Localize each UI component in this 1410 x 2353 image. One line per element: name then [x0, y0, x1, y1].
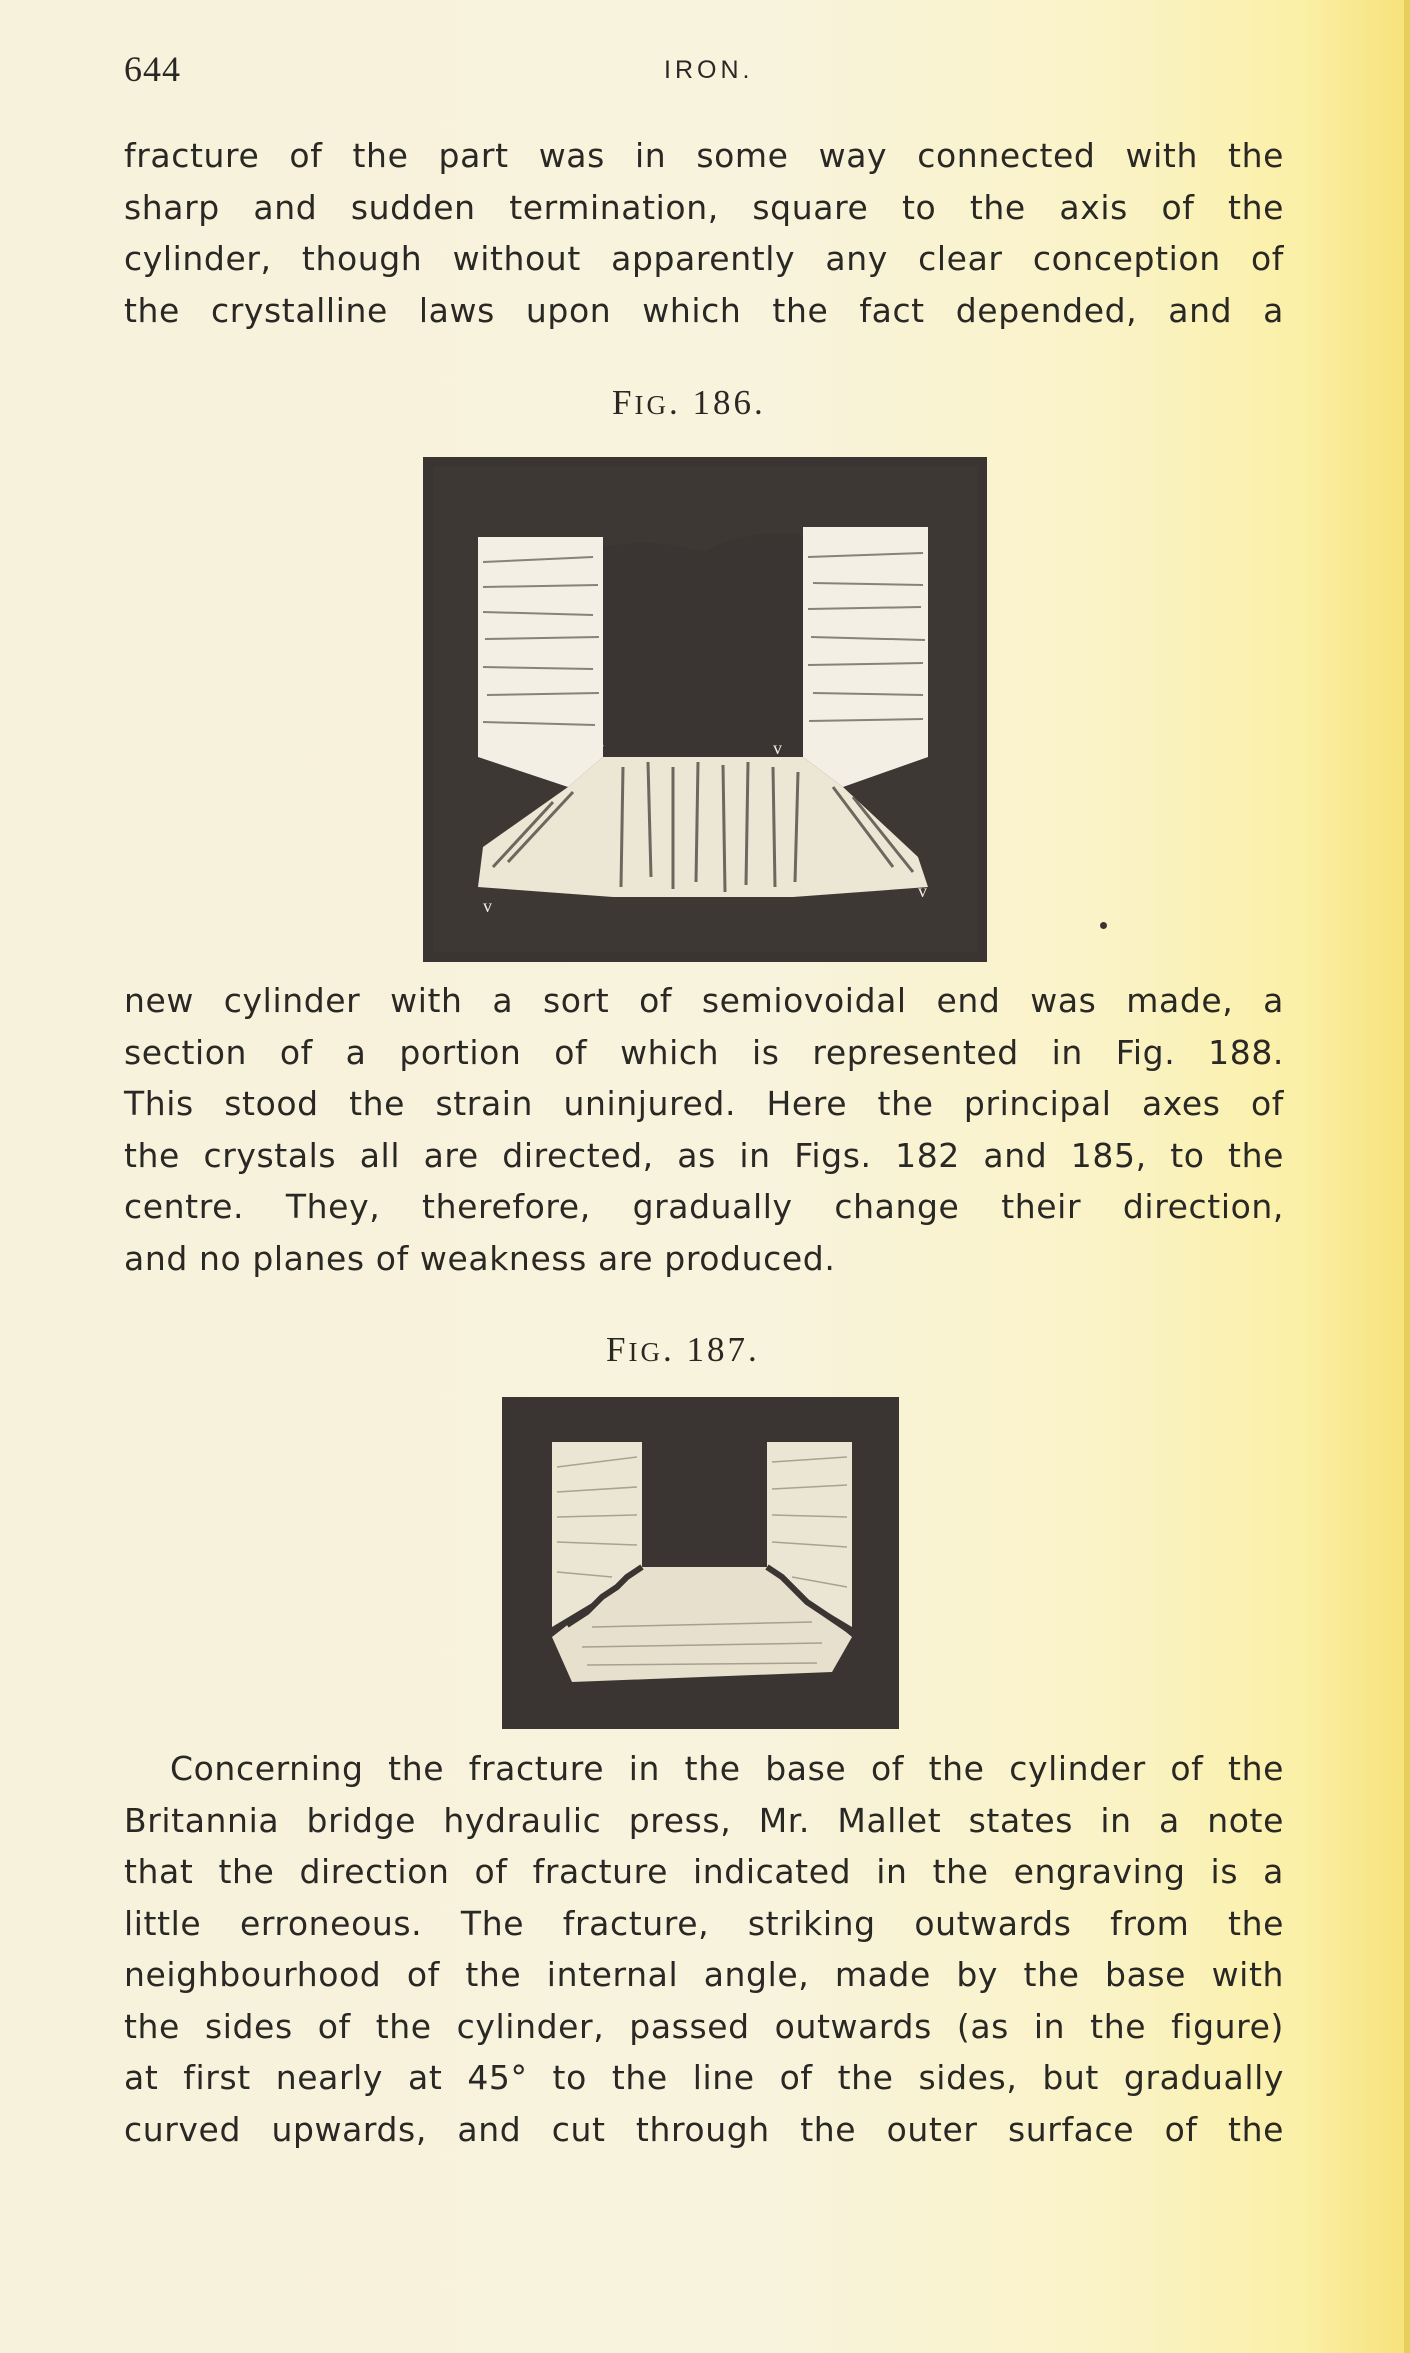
figure-187-engraving — [502, 1397, 899, 1729]
paragraph-2 — [124, 975, 1284, 1284]
text-line: neighbourhood of the internal angle, made by the base with — [124, 1955, 1284, 1994]
text-line: the crystalline laws upon which the fact depended, and a — [124, 290, 1284, 330]
text-line: the sides of the cylinder, passed outwards (as in the figure) — [124, 2006, 1284, 2046]
text-line: curved upwards, and cut through the outer surface of the — [124, 2109, 1284, 2149]
caption-prefix: F — [606, 1330, 629, 1369]
figure-label: v — [773, 738, 782, 758]
page-edge — [1404, 0, 1410, 2353]
text-line: at first nearly at 45° to the line of the sides, but gradually — [124, 2058, 1284, 2097]
figure-187-caption — [606, 1330, 760, 1370]
paragraph-1 — [124, 130, 1284, 336]
figure-186-caption — [612, 383, 766, 423]
page-number: 644 — [124, 49, 181, 89]
text-line: This stood the strain uninjured. Here the principal axes of — [124, 1084, 1284, 1123]
text-line: centre. They, therefore, gradually change their direction, — [124, 1187, 1284, 1226]
text-line: fracture of the part was in some way connected with the — [124, 136, 1284, 175]
running-head: IRON. — [664, 56, 754, 84]
text-line: cylinder, though without apparently any clear conception of — [124, 239, 1284, 278]
figure-label: v — [918, 881, 927, 901]
caption-prefix: F — [612, 383, 635, 422]
text-line: Britannia bridge hydraulic press, Mr. Mallet states in a note — [124, 1800, 1284, 1840]
text-line: little erroneous. The fracture, striking outwards from the — [124, 1903, 1284, 1943]
text-line: the crystals all are directed, as in Figs. 182 and 185, to the — [124, 1135, 1284, 1175]
figure-187-drawing — [502, 1397, 899, 1729]
page-header — [124, 48, 1284, 98]
text-line: new cylinder with a sort of semiovoidal end was made, a — [124, 981, 1284, 1020]
caption-smallcaps: IG — [634, 390, 669, 420]
print-speck — [1100, 922, 1107, 929]
caption-smallcaps: IG — [628, 1337, 663, 1367]
text-line: Concerning the fracture in the base of the cylinder of the — [170, 1749, 1284, 1788]
caption-number: . 187. — [662, 1330, 760, 1369]
text-line: that the direction of fracture indicated in the engraving is a — [124, 1852, 1284, 1891]
text-line: sharp and sudden termination, square to the axis of the — [124, 187, 1284, 227]
text-line: section of a portion of which is represented in Fig. 188. — [124, 1032, 1284, 1072]
figure-186-drawing — [423, 457, 987, 962]
figure-label: v — [483, 896, 492, 916]
text-line: and no planes of weakness are produced. — [124, 1238, 836, 1278]
caption-number: . 186. — [668, 383, 766, 422]
figure-186-engraving — [423, 457, 987, 962]
paragraph-3 — [124, 1743, 1284, 2155]
figure-label: v — [595, 738, 604, 758]
